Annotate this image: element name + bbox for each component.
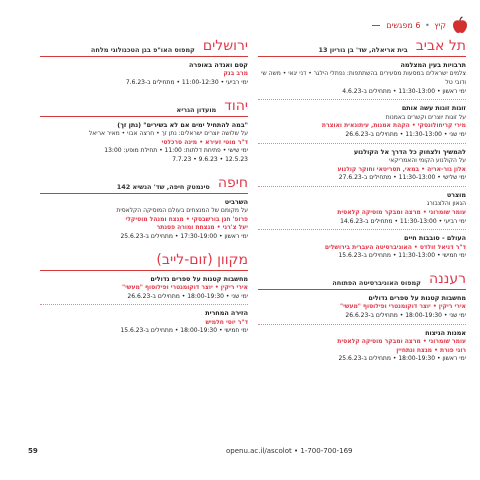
city-section xyxy=(40,175,248,245)
city-name: יהוד xyxy=(224,97,248,114)
event-schedule: ימי חמישי • 11:30-13:00 • מתחילים ב-15.6.23 xyxy=(338,252,466,260)
event-item xyxy=(258,61,466,100)
event-schedule: ימי ראשון • 17:30-19:00 • מתחילים ב-25.6.23 xyxy=(120,233,248,241)
event-schedule: ימי שלישי • 11:30-13:00 • מתחילים ב-27.6.23 xyxy=(338,174,466,182)
event-item xyxy=(40,121,248,168)
city-name: חיפה xyxy=(217,174,248,191)
event-description: צלמים ישראלים במסעות מסעירים בהשתתפות: נפתלי הילגר • דני יגאי • משה שי ודובי טל xyxy=(261,70,466,86)
event-lecturer: יעל צ'רני • מנצחת ומורה פסנתר xyxy=(156,224,248,232)
page-footer xyxy=(28,446,452,456)
city-section xyxy=(40,38,248,91)
city-section xyxy=(258,38,466,264)
event-lecturer: רוני פורת • מנצח ונתחיין xyxy=(396,346,466,354)
event-lecturer: מירי קריחולונסקי • הקהת אמנות, עיתונאית ואוצרת xyxy=(321,122,466,130)
event-lecturer: מרב בנק xyxy=(223,70,248,78)
event-title: להמשיך ולצחוק כל הדרך אל הקולנוע xyxy=(353,147,466,156)
event-schedule: ימי שני • 18:00-19:30 • מתחילים ב-26.6.23 xyxy=(127,292,248,300)
header-dot: • xyxy=(424,20,430,30)
event-lecturer: אלון גור-אריה • במאי, תסריטאי וחוקר קולנוע xyxy=(337,165,466,173)
section-header xyxy=(40,252,248,271)
event-item xyxy=(258,294,466,325)
event-title: מוצרט xyxy=(446,191,466,200)
page-header xyxy=(12,16,468,34)
venue-name: קמפוס האוניברסיטה הפתוחה xyxy=(332,279,421,288)
event-schedule: ימי שני • 11:30-13:00 • מתחילים ב-26.6.23 xyxy=(345,131,466,138)
section-header xyxy=(40,38,248,57)
footer-site: openu.ac.il/ascolot • 1-700-700-169 xyxy=(226,447,353,455)
event-lecturer: אירי ריקין • יוצר דוקומנטרי ופילוסוף "מעשי" xyxy=(340,303,466,311)
city-name: ירושלים xyxy=(202,38,248,54)
event-title: תרבויות בעין המצלמה xyxy=(400,61,466,69)
event-item xyxy=(40,61,248,91)
event-item xyxy=(40,309,248,339)
city-name: רעננה xyxy=(428,271,466,288)
venue-name: קמפוס האו"פ בגן הטכנולוגי מלחה xyxy=(90,46,195,54)
right-column xyxy=(258,38,466,374)
event-title: מחשבות קטנות על ספרים גדולים xyxy=(368,294,466,303)
event-schedule: ימי ראשון • 11:30-13:00 • מתחילים ב-4.6.23 xyxy=(342,87,466,95)
event-description: על שלושה יוצרים ישראלים: נתן זך • חרצה אבוי • מאיר אריאל xyxy=(88,129,248,137)
event-description: על הקולנוע הקומי והאמריקאי xyxy=(388,156,466,164)
event-title: מחשבות קטנות על ספרים גדולים xyxy=(150,274,248,283)
event-item xyxy=(258,234,466,264)
city-section xyxy=(258,271,466,367)
event-title: השרביט xyxy=(224,197,248,206)
event-lecturer: אירי ריקין • יוצר דוקומנטרי ופילוסוף "מעשי" xyxy=(122,284,248,291)
city-name: מקוון (זום-לייב) xyxy=(156,251,248,268)
event-schedule: ימי רביעי • 11:30-13:00 • מתחילים ב-14.6.23 xyxy=(340,217,466,225)
event-schedule: ימי שישי • פתיחת דלתות: 11:00 • תחילת מופע: 13:00 xyxy=(104,147,248,155)
header-season: קיץ xyxy=(434,20,446,30)
event-lecturer: ד"ר מוטי זעירא • מינה סרכלסי xyxy=(161,138,248,146)
event-schedule: ימי ראשון • 18:00-19:30 • מתחילים ב-25.6.23 xyxy=(338,355,466,363)
event-schedule: ימי שני • 18:00-19:30 • מתחילים ב-26.6.23 xyxy=(345,312,466,319)
event-item xyxy=(258,148,466,187)
event-lecturer: עומר שומרוני • מרצה ומבקר מוסיקה קלאסית xyxy=(337,337,466,345)
city-name: תל אביב xyxy=(415,38,466,54)
left-column xyxy=(40,38,248,346)
venue-name: מועדון הגריא xyxy=(176,105,217,114)
event-item xyxy=(258,191,466,230)
event-title: העולם - סובבות חיים xyxy=(404,234,466,243)
event-item xyxy=(40,198,248,245)
section-header xyxy=(258,38,466,57)
event-schedule: ימי רביעי • 11:00-12:30 • מתחילים ב-7.6.23 xyxy=(125,78,248,86)
event-schedule: 12.5.23 • 9.6.23 • 7.7.23 xyxy=(172,156,248,163)
event-lecturer: ד"ר יוסי חלמיש xyxy=(205,318,248,326)
page-number: 59 xyxy=(28,447,38,455)
city-section xyxy=(40,252,248,339)
venue-name: בית אריאלה, שד' בן גוריון 13 xyxy=(318,46,408,54)
event-description: על מקומם של המנצחים בעולם המוסיקה הקלאסית xyxy=(116,206,248,214)
section-header xyxy=(40,175,248,194)
event-description: הגאון והלצבורג xyxy=(426,200,466,208)
event-schedule: ימי חמישי • 18:00-19:30 • מתחילים ב-15.6.23 xyxy=(120,327,248,335)
section-header xyxy=(258,271,466,290)
city-section xyxy=(40,98,248,168)
event-lecturer: עומר שומרוני • מרצה ומבקר מוסיקה קלאסית xyxy=(337,209,466,216)
event-title: אמנות הניצוח xyxy=(425,328,466,337)
event-title: "במה להתחיל ימים אם לא בשירים" (נתן זך) xyxy=(117,120,248,129)
event-item xyxy=(40,275,248,306)
event-lecturer: ד"ר דניאל זולדס • האוניברסיטה העברית בירושלים xyxy=(324,243,466,251)
event-description: על זוגות יוצרים וקשרים באמנות xyxy=(385,113,466,121)
header-section: 6 מפגשים xyxy=(386,20,421,30)
header-divider xyxy=(372,25,380,26)
event-lecturer: פרופ' חגן בורשבסקי • מנצח ומנהל מוסיקלי xyxy=(125,215,248,223)
event-title: הזירה המחרית xyxy=(205,309,248,318)
event-title: קסם ואגדה באופרה xyxy=(189,61,248,69)
apple-icon xyxy=(452,16,468,34)
venue-name: סינמטק חיפה, שד' הנשיא 142 xyxy=(116,182,210,191)
event-item xyxy=(258,104,466,143)
event-item xyxy=(258,329,466,367)
event-title: זוגות זוגות עשה אותם xyxy=(401,104,466,113)
section-header xyxy=(40,98,248,117)
header-label xyxy=(386,21,446,30)
